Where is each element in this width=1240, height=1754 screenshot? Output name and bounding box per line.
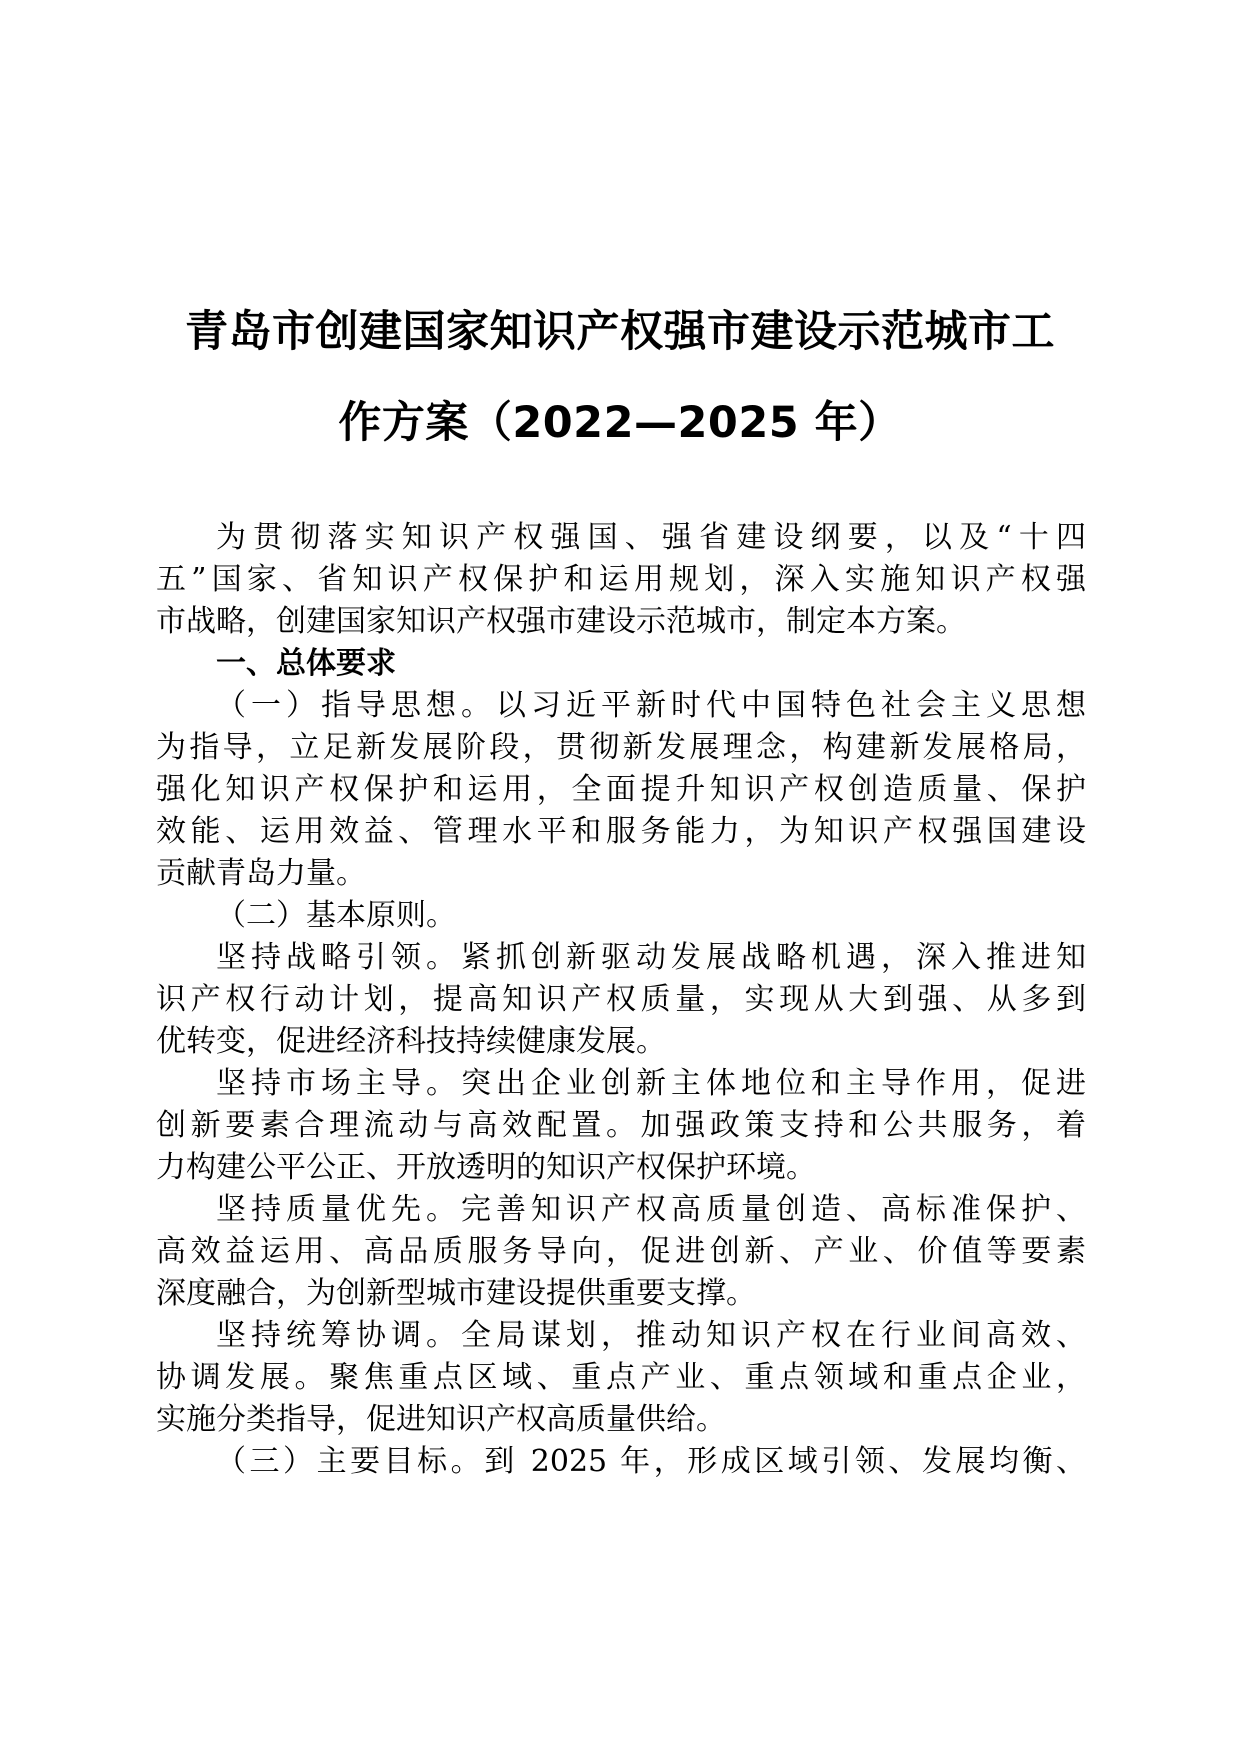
body-line: 坚持市场主导。突出企业创新主体地位和主导作用，促进 <box>216 1066 1086 1101</box>
body-line: 实施分类指导，促进知识产权高质量供给。 <box>156 1402 726 1437</box>
document-title-line-1: 青岛市创建国家知识产权强市建设示范城市工 <box>185 307 1055 357</box>
body-line: 强化知识产权保护和运用，全面提升知识产权创造质量、保护 <box>156 772 1086 807</box>
body-line: 五”国家、省知识产权保护和运用规划，深入实施知识产权强 <box>156 562 1086 597</box>
body-line: 坚持统筹协调。全局谋划，推动知识产权在行业间高效、 <box>216 1318 1086 1353</box>
body-line: 力构建公平公正、开放透明的知识产权保护环境。 <box>156 1150 816 1185</box>
body-line: 创新要素合理流动与高效配置。加强政策支持和公共服务，着 <box>156 1108 1086 1143</box>
body-line: 市战略，创建国家知识产权强市建设示范城市，制定本方案。 <box>156 604 966 639</box>
section-heading: 一、总体要求 <box>216 646 396 681</box>
body-line: 协调发展。聚焦重点区域、重点产业、重点领域和重点企业， <box>156 1360 1086 1395</box>
body-line: 坚持质量优先。完善知识产权高质量创造、高标准保护、 <box>216 1192 1086 1227</box>
body-line: 识产权行动计划，提高知识产权质量，实现从大到强、从多到 <box>156 982 1086 1017</box>
document-title-line-2: 作方案（2022—2025 年） <box>338 398 902 448</box>
body-line: 优转变，促进经济科技持续健康发展。 <box>156 1024 666 1059</box>
body-line: 为贯彻落实知识产权强国、强省建设纲要，以及“十四 <box>216 520 1086 555</box>
body-line: 深度融合，为创新型城市建设提供重要支撑。 <box>156 1276 756 1311</box>
body-line: （二）基本原则。 <box>216 898 456 933</box>
body-line: （一）指导思想。以习近平新时代中国特色社会主义思想 <box>216 688 1086 723</box>
body-line: 效能、运用效益、管理水平和服务能力，为知识产权强国建设 <box>156 814 1086 849</box>
document-body <box>156 517 1086 1483</box>
body-line: 坚持战略引领。紧抓创新驱动发展战略机遇，深入推进知 <box>216 940 1086 975</box>
body-line: （三）主要目标。到 2025 年，形成区域引领、发展均衡、 <box>216 1444 1086 1479</box>
body-line: 为指导，立足新发展阶段，贯彻新发展理念，构建新发展格局， <box>156 730 1086 765</box>
body-line: 贡献青岛力量。 <box>156 856 366 891</box>
body-line: 高效益运用、高品质服务导向，促进创新、产业、价值等要素 <box>156 1234 1086 1269</box>
